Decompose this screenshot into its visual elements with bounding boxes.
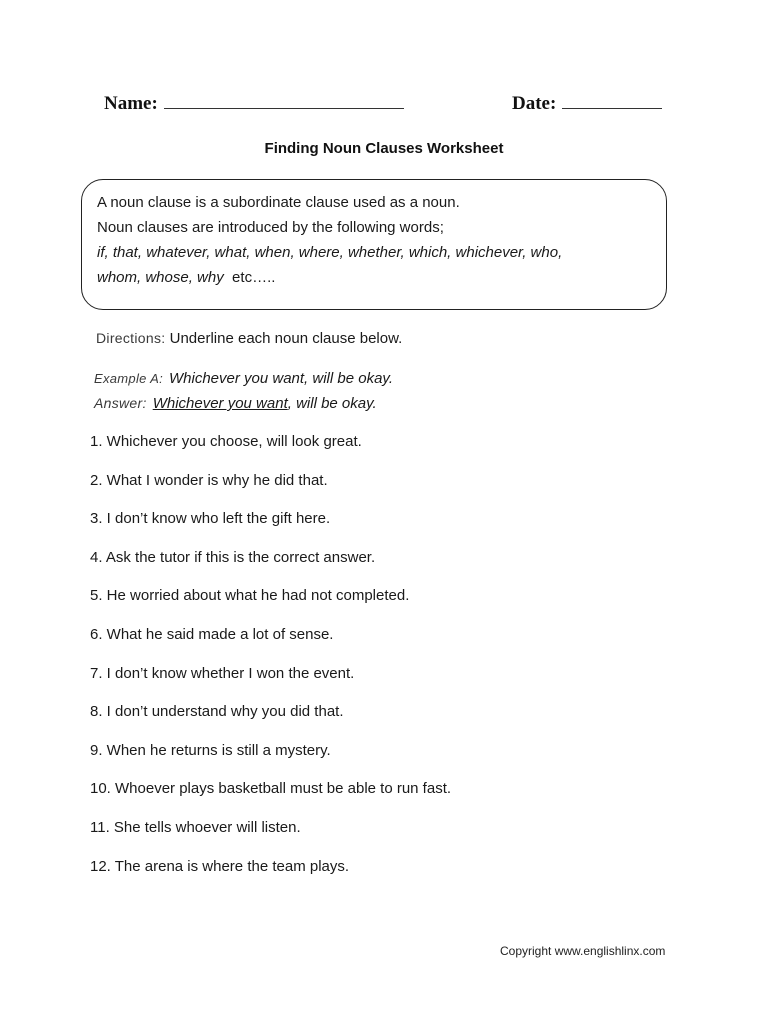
question-item[interactable]: 4. Ask the tutor if this is the correct answer. [90,548,376,566]
question-item[interactable]: 5. He worried about what he had not completed. [90,587,410,605]
directions [96,330,402,347]
definition-line-2: Noun clauses are introduced by the following words; [97,219,444,236]
name-label: Name: [104,93,158,114]
example [94,370,393,387]
directions-text: Underline each noun clause below. [169,330,403,347]
date-field [512,92,662,115]
copyright-notice: Copyright www.englishlinx.com [500,944,666,958]
question-item[interactable]: 8. I don’t understand why you did that. [90,703,344,721]
answer [94,395,377,412]
definition-line-4-etc: etc….. [223,269,276,286]
answer-rest: , will be okay. [287,395,377,412]
name-blank-line[interactable] [164,92,404,109]
definition-line-1: A noun clause is a subordinate clause used as a noun. [97,194,460,211]
definition-line-4 [97,265,652,290]
question-item[interactable]: 10. Whoever plays basketball must be able to run fast. [90,780,452,798]
question-list [90,432,451,895]
answer-underlined-clause: Whichever you want [152,395,288,412]
example-text: Whichever you want, will be okay. [169,370,393,387]
question-item[interactable]: 2. What I wonder is why he did that. [90,471,328,489]
definition-line-4-words: whom, whose, why [97,269,224,286]
question-item[interactable]: 6. What he said made a lot of sense. [90,625,334,643]
question-item[interactable]: 3. I don’t know who left the gift here. [90,510,331,528]
date-blank-line[interactable] [562,92,662,109]
definition-line-3: if, that, whatever, what, when, where, whether, which, whichever, who, [97,244,563,261]
definition-box [81,179,667,310]
question-item[interactable]: 9. When he returns is still a mystery. [90,741,331,759]
name-field [104,92,404,115]
directions-label: Directions: [96,330,166,346]
example-label: Example A: [94,371,163,386]
worksheet-title: Finding Noun Clauses Worksheet [264,140,504,157]
question-item[interactable]: 1. Whichever you choose, will look great. [90,433,362,450]
question-item[interactable]: 7. I don’t know whether I won the event. [90,664,355,682]
date-label: Date: [512,93,557,114]
question-item[interactable]: 12. The arena is where the team plays. [90,857,350,875]
answer-label: Answer: [94,395,147,411]
question-item[interactable]: 11. She tells whoever will listen. [90,818,301,836]
